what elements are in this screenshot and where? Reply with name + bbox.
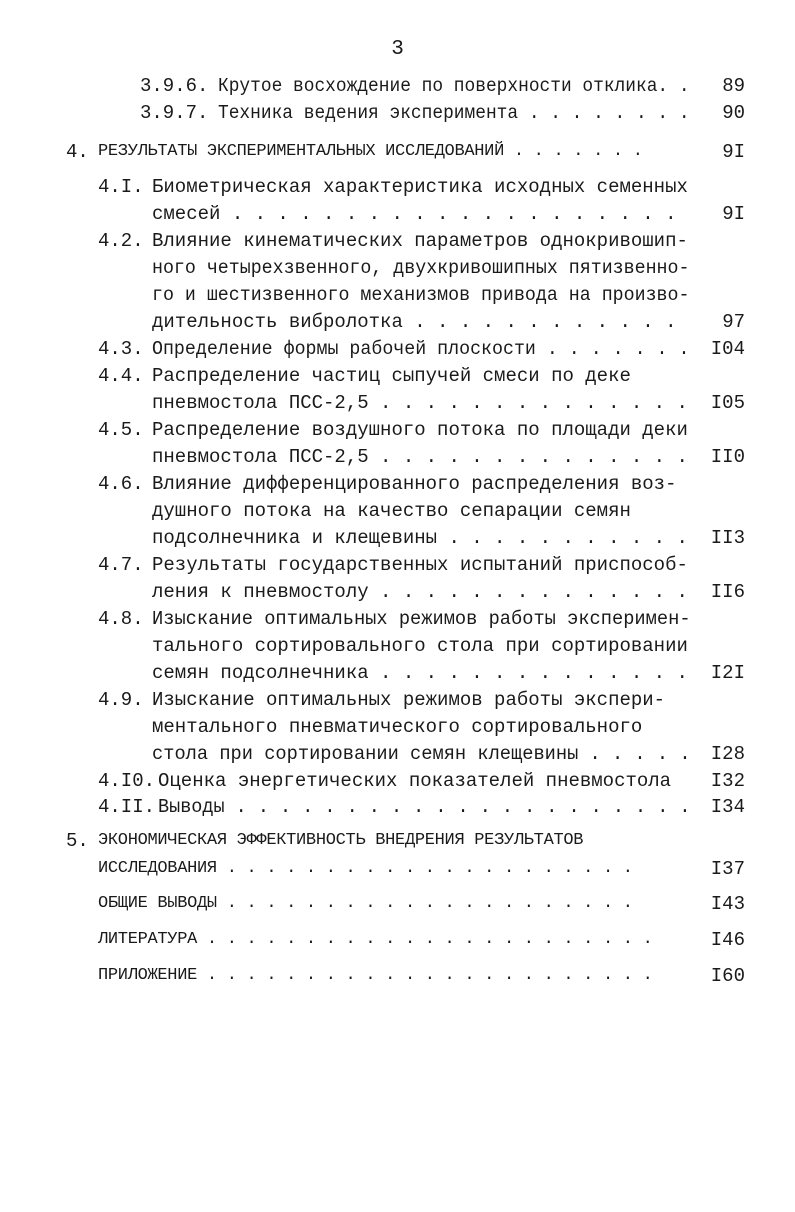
entry-title-line: смесей . . . . . . . . . . . . . . . . . . . . (152, 203, 677, 225)
chapter-page: 9I (722, 141, 745, 163)
entry-title-line: Влияние дифференцированного распределения воз- (152, 473, 677, 495)
entry-title-line: ного четырехзвенного, двухкривошипных пятизвенно- (152, 257, 690, 279)
entry-title-line: подсолнечника и клещевины . . . . . . . . . . . (152, 527, 688, 549)
entry-title-line: Определение формы рабочей плоскости . . . . . . . (152, 338, 690, 360)
page-number: 3 (391, 38, 404, 61)
entry-page: 9I (722, 203, 745, 225)
chapter-number: 5. (66, 830, 89, 852)
entry-number: 4.I. (98, 176, 144, 198)
entry-page: I2I (710, 662, 745, 684)
entry-page: I05 (710, 392, 745, 414)
entry-number: 4.4. (98, 365, 144, 387)
entry-number: 3.9.7. (140, 102, 209, 124)
entry-title-line: Результаты государственных испытаний приспособ- (152, 554, 688, 576)
entry-title-line: Крутое восхождение по поверхности отклика. . (218, 75, 690, 97)
entry-page: II3 (710, 527, 745, 549)
entry-title-line: Выводы . . . . . . . . . . . . . . . . . . . . . (158, 796, 691, 818)
entry-page: 89 (722, 75, 745, 97)
section-title-line: ПРИЛОЖЕНИЕ . . . . . . . . . . . . . . . . . . . . . . . (98, 966, 653, 985)
entry-number: 4.6. (98, 473, 144, 495)
section-page: I43 (710, 893, 745, 915)
entry-title-line: пневмостола ПСС-2,5 . . . . . . . . . . . . . . (152, 446, 688, 468)
entry-title-line: ления к пневмостолу . . . . . . . . . . . . . . (152, 581, 688, 603)
section-page: I60 (710, 965, 745, 987)
chapter-number: 4. (66, 141, 89, 163)
entry-title-line: Биометрическая характеристика исходных семенных (152, 176, 688, 198)
entry-title-line: Техника ведения эксперимента . . . . . . . . (218, 102, 690, 124)
entry-title-line: Изыскание оптимальных режимов работы эксперимен- (152, 608, 691, 630)
entry-page: 97 (722, 311, 745, 333)
entry-number: 3.9.6. (140, 75, 209, 97)
entry-title-line: душного потока на качество сепарации семян (152, 500, 631, 522)
entry-number: 4.II. (98, 796, 156, 818)
section-page: I46 (710, 929, 745, 951)
entry-title-line: го и шестизвенного механизмов привода на произво- (152, 284, 690, 306)
entry-number: 4.5. (98, 419, 144, 441)
entry-title-line: семян подсолнечника . . . . . . . . . . . . . . (152, 662, 688, 684)
entry-title-line: Изыскание оптимальных режимов работы экспери- (152, 689, 666, 711)
entry-page: II6 (710, 581, 745, 603)
entry-title-line: Оценка энергетических показателей пневмостола (158, 770, 672, 792)
section-title-line: ОБЩИЕ ВЫВОДЫ . . . . . . . . . . . . . . . . . . . . . (98, 894, 633, 913)
entry-page: 90 (722, 102, 745, 124)
section-title-line: ЛИТЕРАТУРА . . . . . . . . . . . . . . . . . . . . . . . (98, 930, 653, 949)
entry-title-line: стола при сортировании семян клещевины . . . . . (152, 743, 691, 765)
entry-page: I04 (710, 338, 745, 360)
entry-page: I28 (710, 743, 745, 765)
entry-title-line: ментального пневматического сортировального (152, 716, 643, 738)
entry-page: I34 (710, 796, 745, 818)
chapter-title-line: ИССЛЕДОВАНИЯ . . . . . . . . . . . . . . . . . . . . . (98, 859, 633, 878)
entry-title-line: Распределение частиц сыпучей смеси по деке (152, 365, 631, 387)
entry-page: II0 (710, 446, 745, 468)
chapter-page: I37 (710, 858, 745, 880)
entry-title-line: дительность вибролотка . . . . . . . . . . . . (152, 311, 677, 333)
chapter-title-line: ЭКОНОМИЧЕСКАЯ ЭФФЕКТИВНОСТЬ ВНЕДРЕНИЯ РЕЗУЛЬТАТОВ (98, 831, 584, 850)
chapter-title-line: РЕЗУЛЬТАТЫ ЭКСПЕРИМЕНТАЛЬНЫХ ИССЛЕДОВАНИЙ . . . . . . . (98, 142, 643, 161)
entry-title-line: Распределение воздушного потока по площади деки (152, 419, 688, 441)
entry-number: 4.9. (98, 689, 144, 711)
entry-number: 4.3. (98, 338, 144, 360)
entry-title-line: Влияние кинематических параметров однокривошип- (152, 230, 688, 252)
entry-title-line: пневмостола ПСС-2,5 . . . . . . . . . . . . . . (152, 392, 688, 414)
entry-number: 4.I0. (98, 770, 156, 792)
entry-number: 4.8. (98, 608, 144, 630)
entry-number: 4.2. (98, 230, 144, 252)
entry-page: I32 (710, 770, 745, 792)
entry-number: 4.7. (98, 554, 144, 576)
entry-title-line: тального сортировального стола при сортировании (152, 635, 688, 657)
